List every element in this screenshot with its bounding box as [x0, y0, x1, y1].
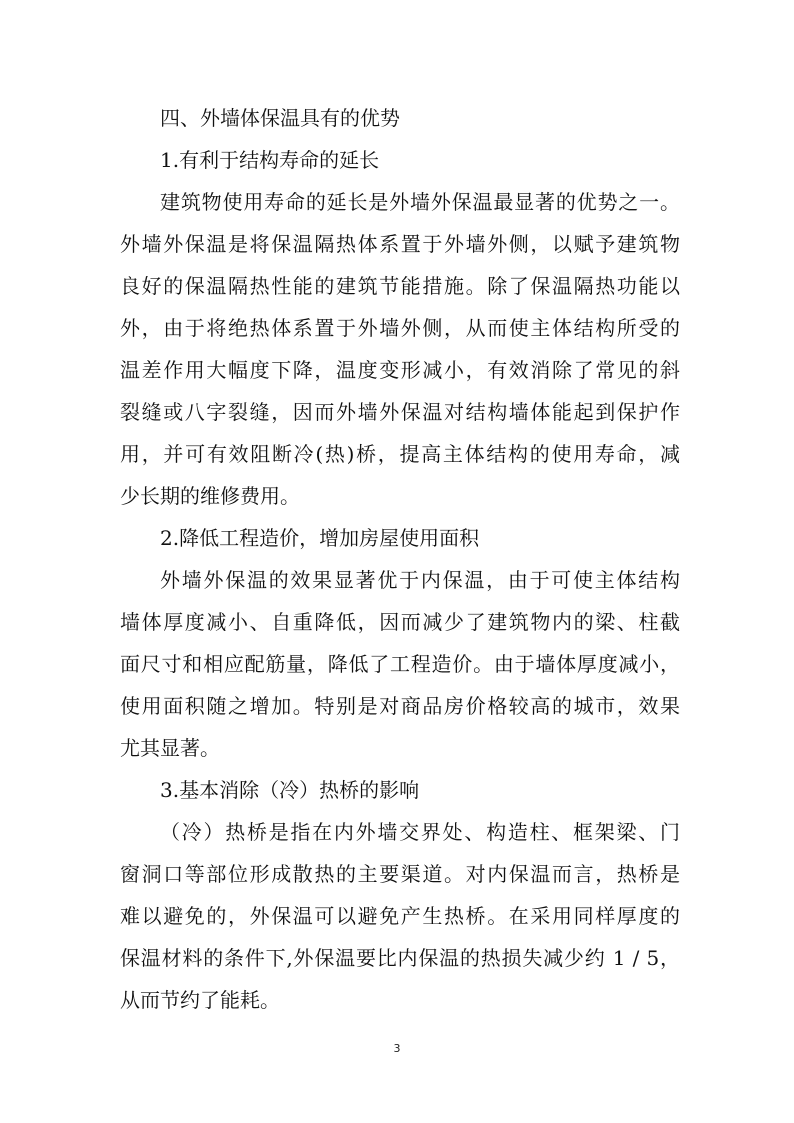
paragraph-1-line-4: 外，由于将绝热体系置于外墙外侧，从而使主体结构所受的 — [120, 316, 680, 340]
subheading-3: 3.基本消除（冷）热桥的影响 — [160, 778, 420, 802]
paragraph-1-line-7: 用，并可有效阻断冷(热)桥，提高主体结构的使用寿命，减 — [120, 442, 680, 466]
paragraph-3-line-4: 保温材料的条件下,外保温要比内保温的热损失减少约 1 / 5， — [120, 946, 680, 970]
paragraph-2-line-5: 尤其显著。 — [120, 736, 220, 760]
paragraph-2-line-1: 外墙外保温的效果显著优于内保温，由于可使主体结构 — [160, 568, 680, 592]
section-heading: 四、外墙体保温具有的优势 — [160, 106, 400, 130]
paragraph-2-line-2: 墙体厚度减小、自重降低，因而减少了建筑物内的梁、柱截 — [120, 610, 680, 634]
subheading-1: 1.有利于结构寿命的延长 — [160, 148, 380, 172]
paragraph-3-line-3: 难以避免的，外保温可以避免产生热桥。在采用同样厚度的 — [120, 904, 680, 928]
paragraph-2-line-4: 使用面积随之增加。特别是对商品房价格较高的城市，效果 — [120, 694, 680, 718]
subheading-2: 2.降低工程造价，增加房屋使用面积 — [160, 526, 480, 550]
paragraph-3-line-2: 窗洞口等部位形成散热的主要渠道。对内保温而言，热桥是 — [120, 862, 680, 886]
paragraph-3-line-1: （冷）热桥是指在内外墙交界处、构造柱、框架梁、门 — [160, 820, 680, 844]
paragraph-1-line-6: 裂缝或八字裂缝，因而外墙外保温对结构墙体能起到保护作 — [120, 400, 680, 424]
paragraph-1-line-2: 外墙外保温是将保温隔热体系置于外墙外侧，以赋予建筑物 — [120, 232, 680, 256]
paragraph-2-line-3: 面尺寸和相应配筋量，降低了工程造价。由于墙体厚度减小， — [120, 652, 680, 676]
paragraph-1-line-1: 建筑物使用寿命的延长是外墙外保温最显著的优势之一。 — [160, 190, 680, 214]
page-number: 3 — [393, 1042, 401, 1055]
paragraph-1-line-5: 温差作用大幅度下降，温度变形减小，有效消除了常见的斜 — [120, 358, 680, 382]
paragraph-1-line-3: 良好的保温隔热性能的建筑节能措施。除了保温隔热功能以 — [120, 274, 680, 298]
paragraph-3-line-5: 从而节约了能耗。 — [120, 988, 280, 1012]
paragraph-1-line-8: 少长期的维修费用。 — [120, 484, 300, 508]
